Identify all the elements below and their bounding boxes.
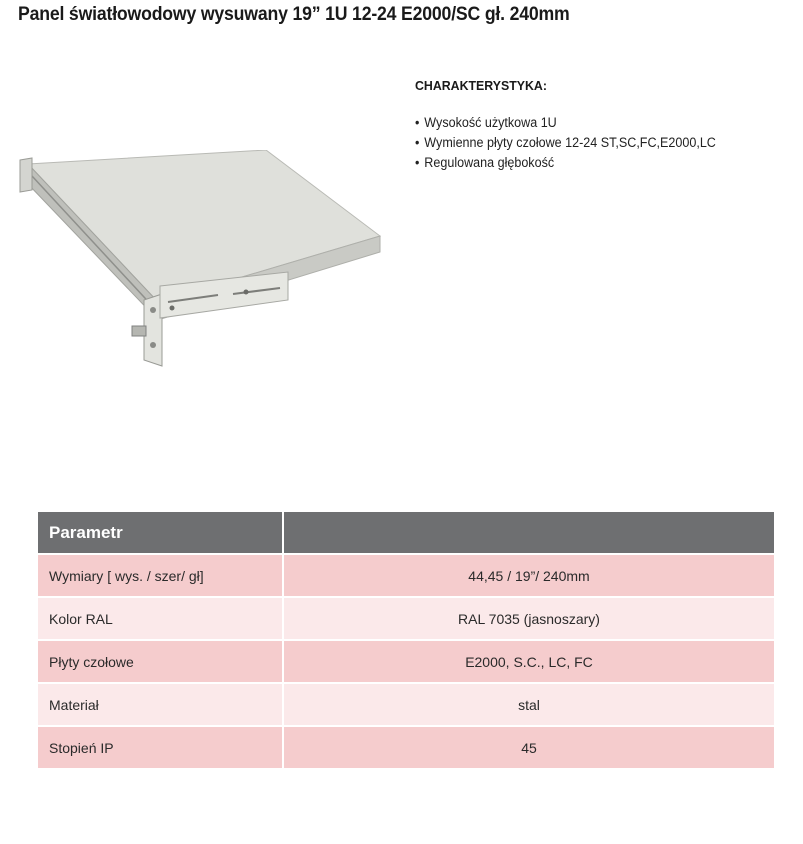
- param-value: RAL 7035 (jasnoszary): [284, 598, 774, 639]
- bullet-icon: •: [415, 135, 420, 150]
- mounting-ear: [144, 294, 162, 366]
- bullet-icon: •: [415, 115, 420, 130]
- table-header-row: [38, 512, 774, 553]
- features-list: [415, 113, 795, 173]
- left-bracket: [20, 158, 32, 192]
- param-value: 45: [284, 727, 774, 768]
- table-row: [38, 555, 774, 596]
- column-header-parametr: Parametr: [38, 512, 282, 553]
- feature-item: • Wymienne płyty czołowe 12-24 ST,SC,FC,E2000,LC: [415, 133, 768, 153]
- column-header-value: [284, 512, 774, 553]
- table-row: [38, 727, 774, 768]
- param-value: stal: [284, 684, 774, 725]
- param-value: 44,45 / 19”/ 240mm: [284, 555, 774, 596]
- spec-table: [36, 510, 776, 770]
- param-name: Wymiary [ wys. / szer/ gł]: [38, 555, 282, 596]
- features-heading: CHARAKTERYSTYKA:: [415, 78, 547, 93]
- feature-item: • Regulowana głębokość: [415, 153, 768, 173]
- product-image-fiber-panel: [18, 150, 386, 370]
- param-value: E2000, S.C., LC, FC: [284, 641, 774, 682]
- features-section: [415, 78, 795, 173]
- feature-item: • Wysokość użytkowa 1U: [415, 113, 768, 133]
- param-name: Materiał: [38, 684, 282, 725]
- table-row: [38, 684, 774, 725]
- table-row: [38, 598, 774, 639]
- bullet-icon: •: [415, 155, 420, 170]
- table-row: [38, 641, 774, 682]
- param-name: Płyty czołowe: [38, 641, 282, 682]
- param-name: Stopień IP: [38, 727, 282, 768]
- param-name: Kolor RAL: [38, 598, 282, 639]
- page-title: Panel światłowodowy wysuwany 19” 1U 12-24 E2000/SC gł. 240mm: [18, 4, 570, 25]
